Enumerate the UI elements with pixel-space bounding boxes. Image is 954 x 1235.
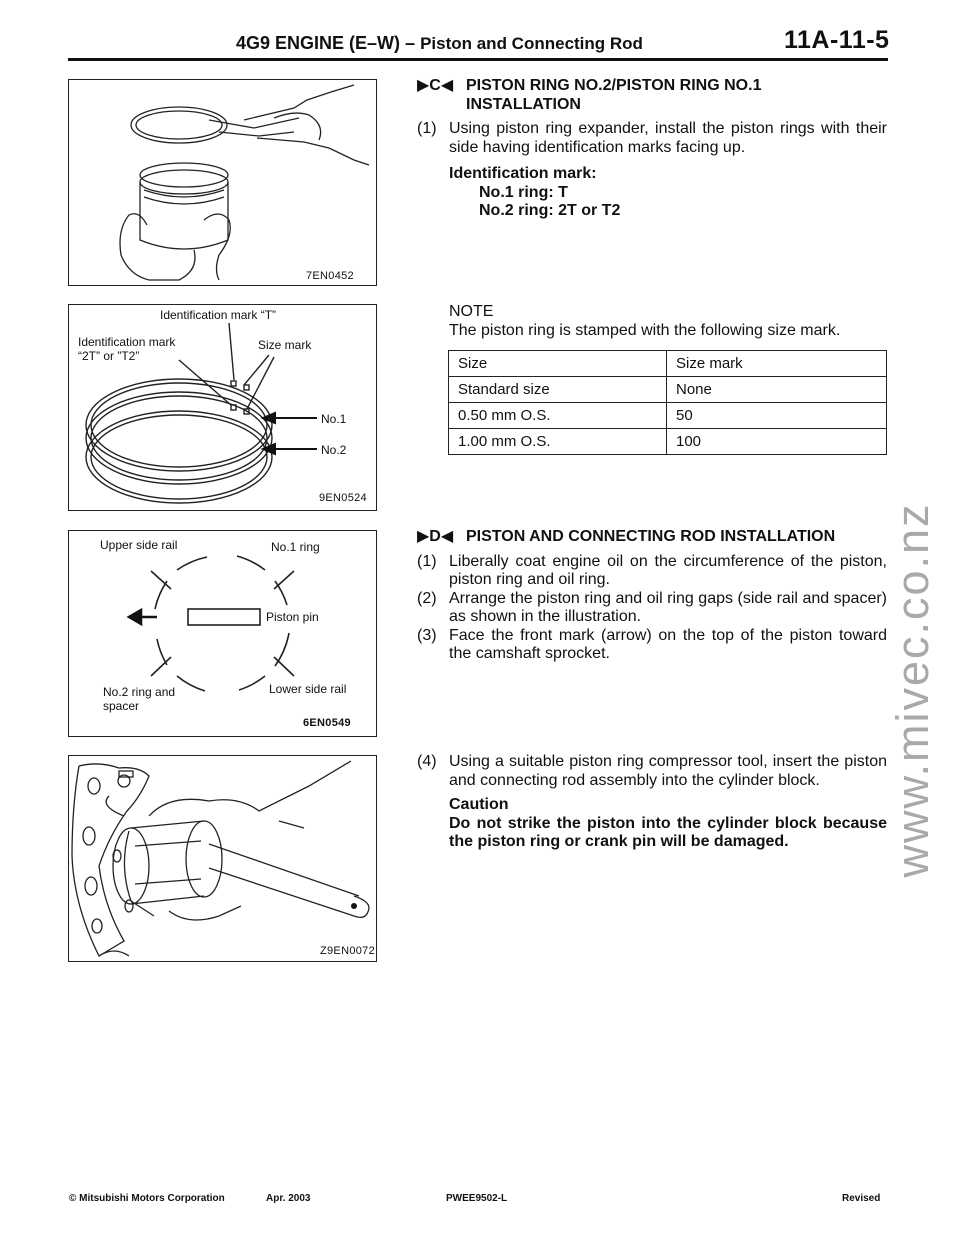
section-c-heading <box>417 77 887 114</box>
label-id-mark-2t-line2: “2T” or ”T2” <box>78 349 140 363</box>
section-c-marker: ▶C◀ <box>417 77 454 94</box>
footer-date: Apr. 2003 <box>266 1193 311 1204</box>
id-mark-no2: No.2 ring: 2T or T2 <box>479 202 621 219</box>
figure-code: 7EN0452 <box>306 270 354 282</box>
label-piston-pin: Piston pin <box>266 610 319 624</box>
figure-code: 9EN0524 <box>319 492 367 504</box>
step-number: (1) <box>417 552 437 570</box>
section-c-title-line2: INSTALLATION <box>466 95 581 113</box>
step-text: Using a suitable piston ring compressor tool, insert the piston and connecting rod assembly into the cylinder block. <box>449 753 887 789</box>
section-c-step-1 <box>417 120 887 157</box>
section-subtitle: Piston and Connecting Rod <box>420 34 643 53</box>
step-number: (1) <box>417 120 437 137</box>
page-number: 11A-11-5 <box>784 26 890 54</box>
table-row <box>449 377 887 403</box>
step-text: Arrange the piston ring and oil ring gaps (side rail and spacer) as shown in the illustration. <box>449 589 887 625</box>
section-c <box>417 77 887 221</box>
table-cell: Standard size <box>449 377 667 403</box>
label-no2-ring-line2: spacer <box>103 699 140 713</box>
figure-ring-marks <box>68 304 377 511</box>
section-d-step-3 <box>417 627 887 664</box>
table-cell: 100 <box>667 429 887 455</box>
figure-piston-insertion <box>68 755 377 962</box>
header-title <box>236 33 643 54</box>
label-upper-side-rail: Upper side rail <box>100 538 178 552</box>
section-d <box>417 528 887 664</box>
label-no1: No.1 <box>321 412 347 426</box>
table-cell: Size <box>449 351 667 377</box>
table-cell: 1.00 mm O.S. <box>449 429 667 455</box>
section-d-step-2 <box>417 590 887 627</box>
figure-code: 6EN0549 <box>303 717 351 729</box>
note-block <box>449 303 887 340</box>
label-no2: No.2 <box>321 443 347 457</box>
watermark: www.mivec.co.nz <box>887 502 938 878</box>
section-d-step-4 <box>417 753 887 790</box>
table-cell: 50 <box>667 403 887 429</box>
section-d-step-1 <box>417 553 887 590</box>
footer-copyright: © Mitsubishi Motors Corporation <box>69 1193 225 1204</box>
figure-gap-arrangement <box>68 530 377 737</box>
ring-expander-illustration <box>69 80 376 285</box>
section-d-marker: ▶D◀ <box>417 528 454 545</box>
note-text: The piston ring is stamped with the following size mark. <box>449 321 841 339</box>
step-number: (2) <box>417 589 437 607</box>
id-mark-heading: Identification mark: <box>449 165 597 182</box>
table-header-row <box>449 351 887 377</box>
piston-insertion-illustration <box>69 756 376 961</box>
label-id-mark-t: Identification mark “T” <box>160 308 277 322</box>
section-c-title-line1: PISTON RING NO.2/PISTON RING NO.1 <box>466 77 762 94</box>
figure-ring-expander <box>68 79 377 286</box>
step-number: (4) <box>417 753 437 770</box>
id-mark-no1: No.1 ring: T <box>479 183 568 201</box>
label-lower-side-rail: Lower side rail <box>269 682 347 696</box>
label-id-mark-2t-line1: Identification mark <box>78 335 176 349</box>
label-no1-ring: No.1 ring <box>271 540 320 554</box>
label-size-mark: Size mark <box>258 338 312 352</box>
step-number: (3) <box>417 626 437 644</box>
step-text: Using piston ring expander, install the piston rings with their side having identification marks facing up. <box>449 120 887 156</box>
note-heading: NOTE <box>449 303 494 320</box>
caution-heading: Caution <box>449 796 509 813</box>
table-cell: None <box>667 377 887 403</box>
table-cell: Size mark <box>667 351 887 377</box>
section-d-heading <box>417 528 887 547</box>
table-row <box>449 429 887 455</box>
table-cell: 0.50 mm O.S. <box>449 403 667 429</box>
footer-doc-code: PWEE9502-L <box>446 1193 508 1204</box>
table-row <box>449 403 887 429</box>
header-rule <box>68 58 888 61</box>
section-d-continued <box>417 753 887 852</box>
step-text: Face the front mark (arrow) on the top of the piston toward the camshaft sprocket. <box>449 626 887 662</box>
engine-title: 4G9 ENGINE (E–W) – <box>236 33 416 53</box>
figure-code: Z9EN0072 <box>320 945 375 957</box>
size-mark-table <box>448 350 887 455</box>
section-d-title: PISTON AND CONNECTING ROD INSTALLATION <box>466 528 836 545</box>
step-text: Liberally coat engine oil on the circumference of the piston, piston ring and oil ring. <box>449 552 887 588</box>
label-no2-ring-line1: No.2 ring and <box>103 685 176 699</box>
footer-status: Revised <box>842 1193 881 1204</box>
caution-text: Do not strike the piston into the cylinder block because the piston ring or crank pin will be damaged. <box>449 814 887 850</box>
